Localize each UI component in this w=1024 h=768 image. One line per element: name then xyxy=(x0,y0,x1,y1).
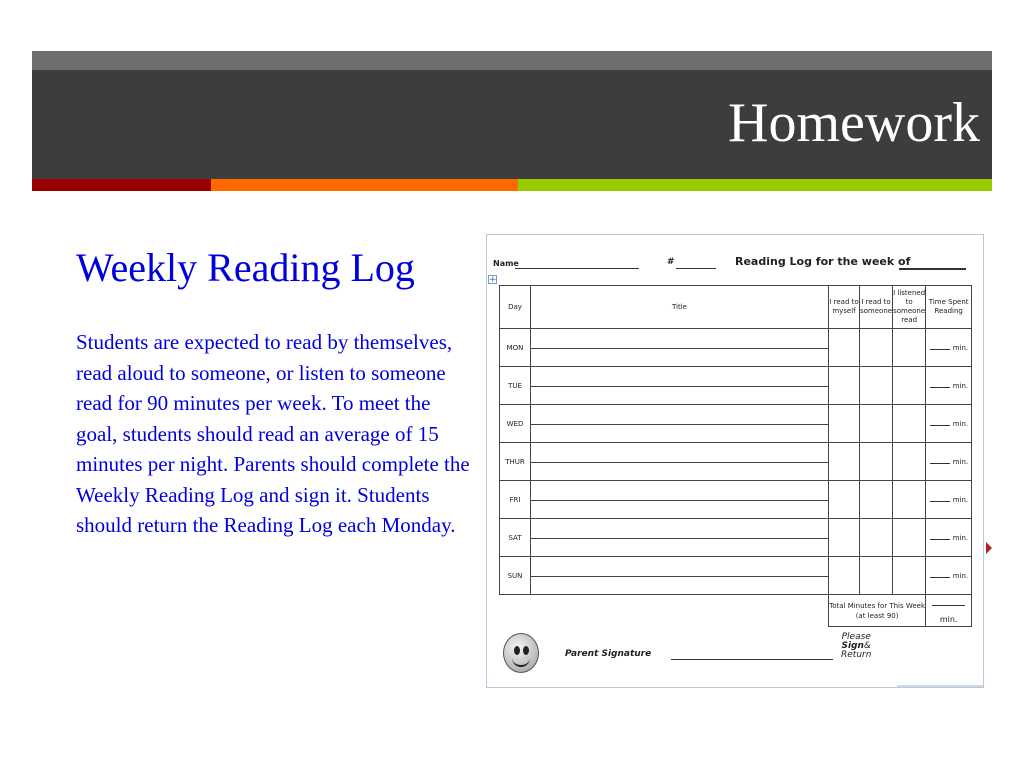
minutes-cell: min. xyxy=(926,557,972,595)
slide-header xyxy=(32,51,992,179)
day-cell: SAT xyxy=(500,519,531,557)
day-cell: SUN xyxy=(500,557,531,595)
title-cell xyxy=(531,557,829,595)
minutes-cell: min. xyxy=(926,329,972,367)
log-number-label: # xyxy=(667,257,675,267)
accent-bar xyxy=(32,179,992,191)
check-cell xyxy=(829,481,860,519)
accent-orange xyxy=(211,179,518,191)
parent-signature-label: Parent Signature xyxy=(565,649,652,659)
day-cell: TUE xyxy=(500,367,531,405)
table-row xyxy=(500,329,972,367)
check-cell xyxy=(829,367,860,405)
check-cell xyxy=(829,557,860,595)
title-cell xyxy=(531,481,829,519)
check-cell xyxy=(893,329,926,367)
minutes-cell: min. xyxy=(926,481,972,519)
check-cell xyxy=(860,443,893,481)
check-cell xyxy=(860,367,893,405)
table-row xyxy=(500,405,972,443)
arrow-right-icon xyxy=(986,542,992,554)
table-row xyxy=(500,519,972,557)
col-day: Day xyxy=(500,286,531,329)
check-cell xyxy=(893,367,926,405)
col-time-spent: Time Spent Reading xyxy=(926,286,972,329)
header-top-strip xyxy=(32,51,992,70)
accent-red xyxy=(32,179,211,191)
check-cell xyxy=(893,519,926,557)
check-cell xyxy=(829,443,860,481)
check-cell xyxy=(860,405,893,443)
check-cell xyxy=(860,329,893,367)
subtitle: Weekly Reading Log xyxy=(76,245,415,290)
col-title: Title xyxy=(531,286,829,329)
col-read-myself: I read to myself xyxy=(829,286,860,329)
title-cell xyxy=(531,367,829,405)
day-cell: FRI xyxy=(500,481,531,519)
minutes-cell: min. xyxy=(926,443,972,481)
table-row xyxy=(500,557,972,595)
table-header-row xyxy=(500,286,972,329)
minutes-cell: min. xyxy=(926,367,972,405)
check-cell xyxy=(893,405,926,443)
day-cell: WED xyxy=(500,405,531,443)
plus-icon: + xyxy=(489,275,497,285)
signature-line xyxy=(671,659,833,660)
log-heading: Reading Log for the week of xyxy=(735,255,911,268)
log-name-line xyxy=(515,268,639,269)
check-cell xyxy=(860,481,893,519)
total-label: Total Minutes for This Week (at least 90) xyxy=(829,595,926,627)
col-listened: I listened to someone read xyxy=(893,286,926,329)
check-cell xyxy=(860,519,893,557)
log-number-line xyxy=(676,268,716,269)
check-cell xyxy=(893,557,926,595)
accent-green xyxy=(518,179,992,191)
check-cell xyxy=(893,443,926,481)
reading-log-image xyxy=(486,234,984,688)
title-cell xyxy=(531,405,829,443)
total-row xyxy=(500,595,972,627)
image-bottom-edge xyxy=(897,685,983,687)
minutes-cell: min. xyxy=(926,519,972,557)
day-cell: THUR xyxy=(500,443,531,481)
body-text: Students are expected to read by themselves, read aloud to someone, or listen to someone read for 90 minutes per week. To meet the goal, students should read an average of 15 minutes per night. Parents should complete the Weekly Reading Log and sign it. Students should return the Reading Log each Monday. xyxy=(76,330,470,537)
check-cell xyxy=(860,557,893,595)
please-sign-return-graphic: Please Sign& Return xyxy=(841,632,872,660)
table-row xyxy=(500,443,972,481)
check-cell xyxy=(829,405,860,443)
title-cell xyxy=(531,329,829,367)
total-minutes-cell: min. xyxy=(926,595,972,627)
log-heading-line xyxy=(899,268,966,270)
title-cell xyxy=(531,519,829,557)
col-read-someone: I read to someone xyxy=(860,286,893,329)
check-cell xyxy=(829,519,860,557)
check-cell xyxy=(829,329,860,367)
table-row xyxy=(500,367,972,405)
minutes-cell: min. xyxy=(926,405,972,443)
day-cell: MON xyxy=(500,329,531,367)
log-name-label: Name xyxy=(493,259,519,268)
smiley-face-icon xyxy=(503,633,539,673)
table-row xyxy=(500,481,972,519)
reading-log-table xyxy=(499,285,972,627)
title-cell xyxy=(531,443,829,481)
slide-title: Homework xyxy=(728,92,980,154)
check-cell xyxy=(893,481,926,519)
